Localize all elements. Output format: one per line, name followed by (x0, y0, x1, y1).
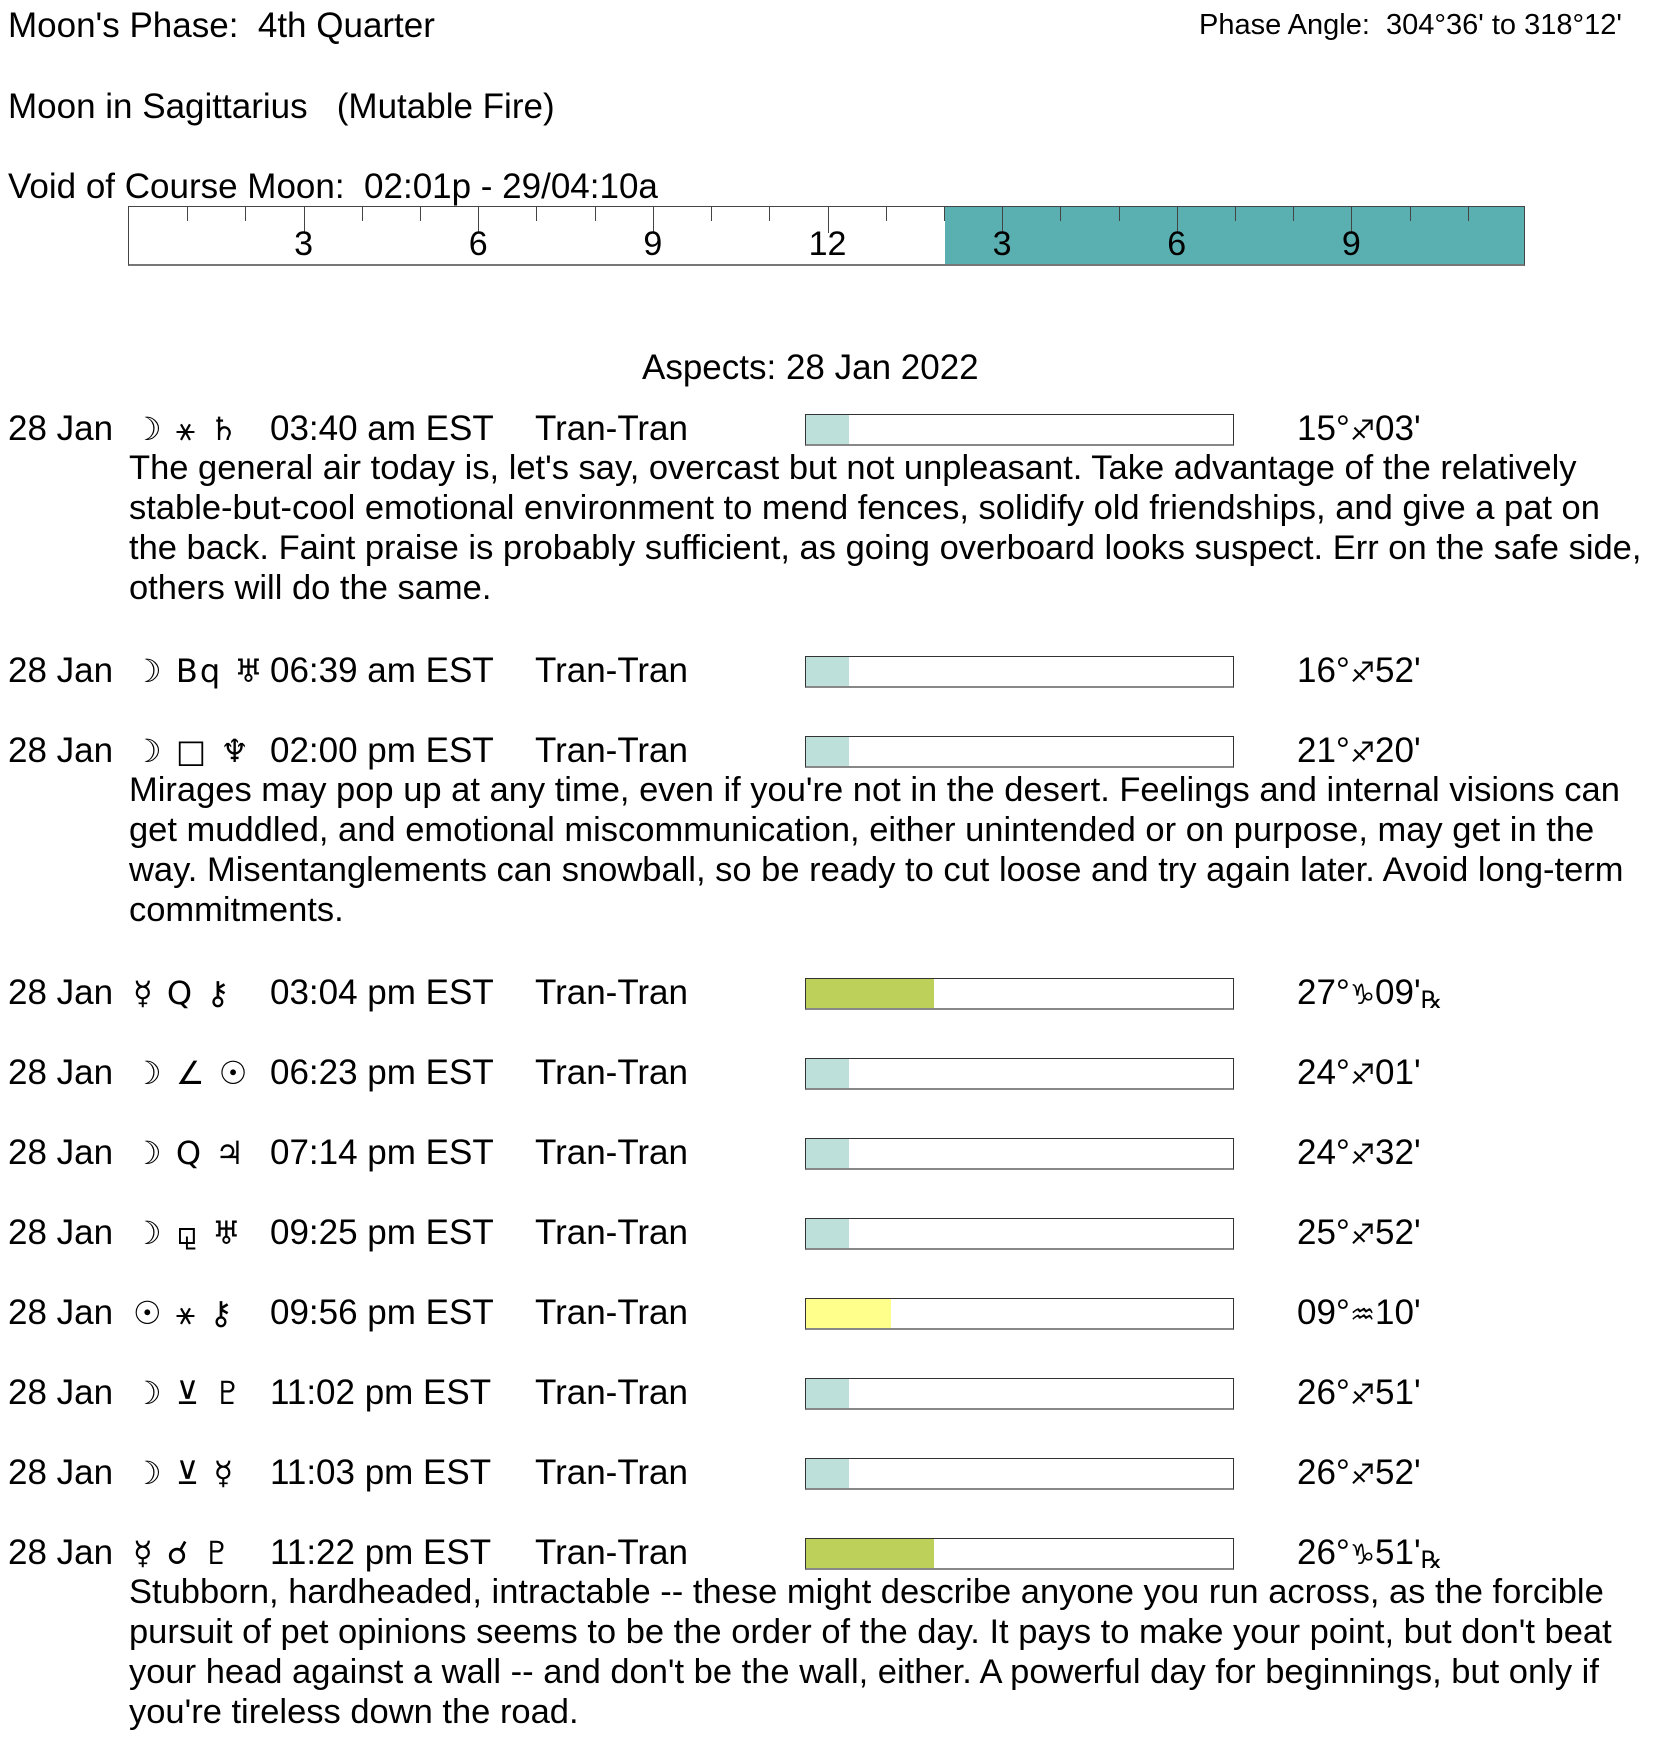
aspect-type: Tran-Tran (535, 1453, 688, 1492)
aspect-date: 28 Jan (8, 731, 114, 770)
aspect-glyphs-icon: ☽ □ ♆ (133, 732, 251, 770)
timeline-tick (595, 207, 596, 221)
position-degree: 16° (1297, 651, 1350, 690)
aspect-strength-bar (805, 1538, 1234, 1570)
aspect-time: 09:25 pm EST (270, 1213, 494, 1252)
zodiac-sign-icon: ♐ (1349, 736, 1376, 769)
aspect-time: 09:56 pm EST (270, 1293, 494, 1332)
aspect-time: 03:40 am EST (270, 409, 494, 448)
aspect-position (1297, 1452, 1421, 1501)
aspect-time: 06:39 am EST (270, 651, 494, 690)
timeline-tick (420, 207, 421, 221)
aspect-glyphs-icon: ☽ ⊻ ☿ (133, 1454, 236, 1492)
aspect-time: 11:03 pm EST (270, 1453, 492, 1492)
aspect-description: The general air today is, let's say, overcast but not unpleasant. Take advantage of the relatively stable-but-cool emotional environment to mend fences, solidify old friendships, and give a pat on the back. Faint praise is probably sufficient, as going overboard looks suspect. Err on the safe side, others will do the same. (129, 449, 1642, 607)
aspect-time: 11:22 pm EST (270, 1533, 492, 1572)
aspect-position (1297, 972, 1442, 1021)
timeline-tick (1119, 207, 1120, 221)
aspect-time: 07:14 pm EST (270, 1133, 494, 1172)
timeline-tick (187, 207, 188, 221)
timeline-hour-label: 3 (294, 225, 314, 263)
aspect-date: 28 Jan (8, 1453, 114, 1492)
aspect-date: 28 Jan (8, 1293, 114, 1332)
zodiac-sign-icon: ♒ (1349, 1298, 1376, 1331)
aspect-time: 02:00 pm EST (270, 731, 494, 770)
aspect-date: 28 Jan (8, 1133, 114, 1172)
aspect-row (0, 972, 1660, 1014)
aspect-time: 11:02 pm EST (270, 1373, 492, 1412)
position-minutes: 20' (1375, 731, 1421, 770)
retrograde-icon: ℞ (1420, 1546, 1443, 1574)
aspect-strength-bar (805, 978, 1234, 1010)
timeline-hour-label: 3 (992, 225, 1012, 263)
aspect-date: 28 Jan (8, 1053, 114, 1092)
aspect-type: Tran-Tran (535, 1293, 688, 1332)
aspect-position (1297, 650, 1421, 699)
aspect-strength-fill (806, 657, 849, 686)
aspect-glyphs-icon: ☽ Q ♃ (133, 1134, 246, 1172)
aspect-type: Tran-Tran (535, 651, 688, 690)
retrograde-icon: ℞ (1420, 986, 1443, 1014)
aspect-strength-bar (805, 1298, 1234, 1330)
zodiac-sign-icon: ♐ (1349, 1058, 1376, 1091)
aspect-position (1297, 1292, 1421, 1341)
aspect-position (1297, 1372, 1421, 1421)
aspect-strength-fill (806, 737, 849, 766)
position-minutes: 52' (1375, 1213, 1421, 1252)
aspect-strength-bar (805, 736, 1234, 768)
aspect-row (0, 1532, 1660, 1574)
zodiac-sign-icon: ♐ (1349, 656, 1376, 689)
aspect-strength-fill (806, 1299, 891, 1328)
aspect-type: Tran-Tran (535, 1053, 688, 1092)
aspect-glyphs-icon: ☿ ☌ ♇ (133, 1534, 234, 1572)
zodiac-sign-icon: ♐ (1349, 1218, 1376, 1251)
position-degree: 24° (1297, 1133, 1350, 1172)
aspect-glyphs-icon: ☽ ⊻ ♇ (133, 1374, 245, 1412)
timeline-hour-label: 6 (1167, 225, 1187, 263)
aspect-type: Tran-Tran (535, 1373, 688, 1412)
aspect-strength-bar (805, 656, 1234, 688)
aspect-row (0, 650, 1660, 692)
moon-sign: Moon in Sagittarius (Mutable Fire) (8, 87, 555, 126)
aspect-strength-bar (805, 1138, 1234, 1170)
aspect-strength-fill (806, 415, 849, 444)
position-minutes: 52' (1375, 1453, 1421, 1492)
aspect-type: Tran-Tran (535, 409, 688, 448)
aspect-strength-bar (805, 1218, 1234, 1250)
position-degree: 26° (1297, 1373, 1350, 1412)
position-minutes: 03' (1375, 409, 1421, 448)
timeline-hour-label: 12 (808, 225, 847, 263)
aspect-strength-bar (805, 1058, 1234, 1090)
aspect-description: Mirages may pop up at any time, even if you're not in the desert. Feelings and internal visions can get muddled, and emotional miscommunication, either unintended or on purpose, may get in the way. Misentanglements can snowball, so be ready to cut loose and try again later. Avoid long-term commitments. (129, 771, 1624, 929)
aspect-time: 06:23 pm EST (270, 1053, 494, 1092)
aspect-glyphs-icon: ☽ Bq ♅ (133, 652, 265, 690)
position-degree: 21° (1297, 731, 1350, 770)
aspect-strength-fill (806, 1139, 849, 1168)
timeline-hour-label: 9 (643, 225, 663, 263)
timeline-hour-label: 9 (1341, 225, 1361, 263)
zodiac-sign-icon: ♐ (1349, 1458, 1376, 1491)
position-degree: 27° (1297, 973, 1350, 1012)
position-degree: 26° (1297, 1453, 1350, 1492)
aspect-type: Tran-Tran (535, 1213, 688, 1252)
timeline-tick (1235, 207, 1236, 221)
aspect-row (0, 1372, 1660, 1414)
timeline-tick (245, 207, 246, 221)
position-degree: 15° (1297, 409, 1350, 448)
position-degree: 25° (1297, 1213, 1350, 1252)
aspect-row (0, 1212, 1660, 1254)
aspect-row (0, 1292, 1660, 1334)
position-minutes: 01' (1375, 1053, 1421, 1092)
aspect-strength-fill (806, 1379, 849, 1408)
aspect-position (1297, 1212, 1421, 1261)
moon-phase: Moon's Phase: 4th Quarter (8, 6, 435, 45)
aspect-time: 03:04 pm EST (270, 973, 494, 1012)
position-degree: 26° (1297, 1533, 1350, 1572)
zodiac-sign-icon: ♑ (1349, 978, 1376, 1011)
timeline-tick (1060, 207, 1061, 221)
aspect-type: Tran-Tran (535, 731, 688, 770)
aspect-row (0, 1052, 1660, 1094)
zodiac-sign-icon: ♐ (1349, 414, 1376, 447)
aspect-strength-bar (805, 1378, 1234, 1410)
aspect-strength-fill (806, 979, 934, 1008)
aspect-row (0, 730, 1660, 772)
position-degree: 09° (1297, 1293, 1350, 1332)
zodiac-sign-icon: ♑ (1349, 1538, 1376, 1571)
timeline-hour-label: 6 (468, 225, 488, 263)
aspect-glyphs-icon: ☽ ∠ ☉ (133, 1054, 250, 1092)
position-minutes: 10' (1375, 1293, 1421, 1332)
void-of-course: Void of Course Moon: 02:01p - 29/04:10a (8, 167, 658, 206)
timeline-tick (886, 207, 887, 221)
timeline-tick (944, 207, 945, 221)
timeline-tick (1468, 207, 1469, 221)
aspect-date: 28 Jan (8, 409, 114, 448)
aspect-strength-bar (805, 414, 1234, 446)
zodiac-sign-icon: ♐ (1349, 1378, 1376, 1411)
position-minutes: 09' (1375, 973, 1421, 1012)
aspect-row (0, 1132, 1660, 1174)
position-minutes: 32' (1375, 1133, 1421, 1172)
aspect-row (0, 408, 1660, 450)
position-minutes: 51' (1375, 1373, 1421, 1412)
timeline-tick (1293, 207, 1294, 221)
timeline-tick (536, 207, 537, 221)
aspect-glyphs-icon: ☽ ⚹ ♄ (133, 410, 240, 448)
aspect-strength-bar (805, 1458, 1234, 1490)
timeline-tick (769, 207, 770, 221)
position-minutes: 51' (1375, 1533, 1421, 1572)
aspect-type: Tran-Tran (535, 1133, 688, 1172)
aspect-glyphs-icon: ☽ ⚼ ♅ (133, 1214, 243, 1252)
aspect-strength-fill (806, 1539, 934, 1568)
aspect-row (0, 1452, 1660, 1494)
aspect-glyphs-icon: ☉ ⚹ ⚷ (133, 1294, 235, 1332)
aspect-strength-fill (806, 1059, 849, 1088)
aspect-type: Tran-Tran (535, 973, 688, 1012)
aspect-date: 28 Jan (8, 651, 114, 690)
aspect-strength-fill (806, 1219, 849, 1248)
position-degree: 24° (1297, 1053, 1350, 1092)
aspect-date: 28 Jan (8, 1213, 114, 1252)
zodiac-sign-icon: ♐ (1349, 1138, 1376, 1171)
aspect-strength-fill (806, 1459, 849, 1488)
phase-angle: Phase Angle: 304°36' to 318°12' (1199, 9, 1622, 41)
aspect-date: 28 Jan (8, 1533, 114, 1572)
aspect-position (1297, 1052, 1421, 1101)
aspect-date: 28 Jan (8, 973, 114, 1012)
aspect-position (1297, 1132, 1421, 1181)
aspects-title: Aspects: 28 Jan 2022 (642, 348, 979, 387)
void-of-course-timeline (128, 206, 1525, 266)
timeline-tick (711, 207, 712, 221)
position-minutes: 52' (1375, 651, 1421, 690)
timeline-tick (362, 207, 363, 221)
aspect-description: Stubborn, hardheaded, intractable -- these might describe anyone you run across, as the forcible pursuit of pet opinions seems to be the order of the day. It pays to make your point, but don't beat your head against a wall -- and don't be the wall, either. A powerful day for beginnings, but only if you're tireless down the road. (129, 1573, 1612, 1731)
aspect-type: Tran-Tran (535, 1533, 688, 1572)
timeline-tick (1410, 207, 1411, 221)
aspect-glyphs-icon: ☿ Q ⚷ (133, 974, 232, 1012)
aspect-date: 28 Jan (8, 1373, 114, 1412)
